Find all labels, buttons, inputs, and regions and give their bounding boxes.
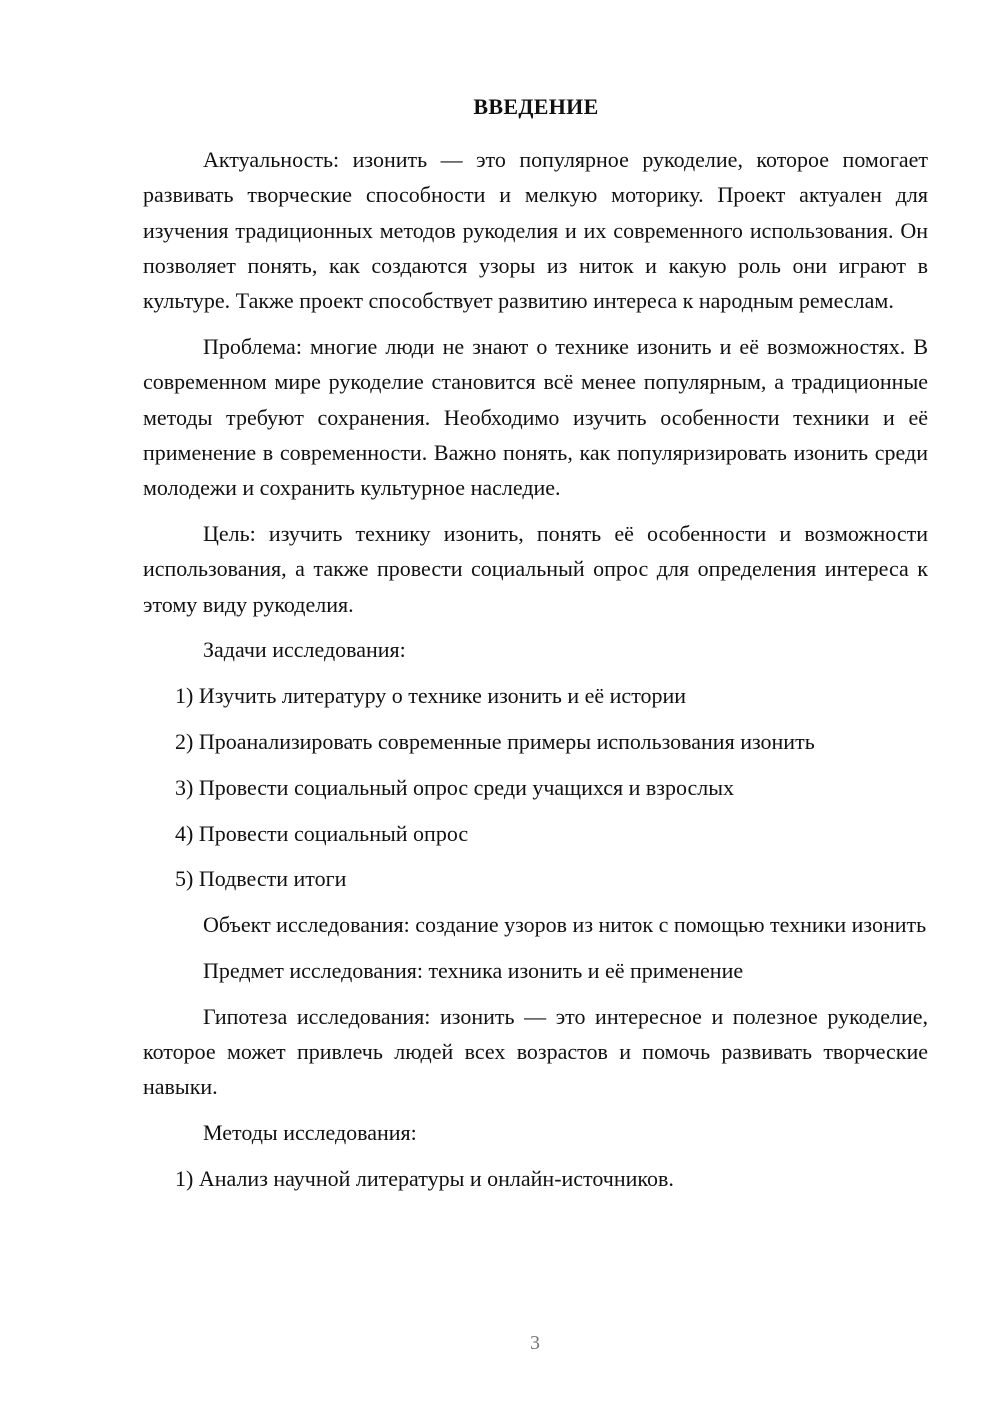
object-paragraph: Объект исследования: создание узоров из ниток с помощью техники изонить bbox=[203, 912, 927, 938]
list-item: 4) Провести социальный опрос bbox=[175, 820, 469, 846]
problem-paragraph: Проблема: многие люди не знают о технике изонить и её возможностях. В современном мире рукоделие становится всё менее популярным, а традиционные методы требуют сохранения. Необходимо изучить особенности техники и её применение в современности. Важно понять, как популяризировать изонить среди молодежи и сохранить культурное наследие. bbox=[143, 333, 928, 501]
document-body bbox=[143, 142, 928, 1196]
hypothesis-paragraph: Гипотеза исследования: изонить — это интересное и полезное рукоделие, которое может привлечь людей всех возрастов и помочь развивать творческие навыки. bbox=[143, 1003, 928, 1100]
list-item: 3) Провести социальный опрос среди учащихся и взрослых bbox=[175, 774, 735, 800]
page-title: ВВЕДЕНИЕ bbox=[473, 94, 599, 119]
goal-paragraph: Цель: изучить технику изонить, понять её особенности и возможности использования, а также провести социальный опрос для определения интереса к этому виду рукоделия. bbox=[143, 520, 928, 617]
relevance-paragraph: Актуальность: изонить — это популярное рукоделие, которое помогает развивать творческие способности и мелкую моторику. Проект актуален для изучения традиционных методов рукоделия и их современного использования. Он позволяет понять, как создаются узоры из ниток и какую роль они играют в культуре. Также проект способствует развитию интереса к народным ремеслам. bbox=[143, 147, 928, 314]
list-item: 2) Проанализировать современные примеры использования изонить bbox=[175, 728, 815, 754]
methods-heading: Методы исследования: bbox=[203, 1120, 417, 1146]
tasks-heading: Задачи исследования: bbox=[203, 637, 406, 663]
subject-paragraph: Предмет исследования: техника изонить и её применение bbox=[203, 957, 744, 983]
list-item: 5) Подвести итоги bbox=[175, 866, 347, 892]
list-item: 1) Анализ научной литературы и онлайн-источников. bbox=[175, 1165, 674, 1191]
page-number: 3 bbox=[530, 1332, 540, 1354]
list-item: 1) Изучить литературу о технике изонить и её истории bbox=[175, 683, 687, 709]
